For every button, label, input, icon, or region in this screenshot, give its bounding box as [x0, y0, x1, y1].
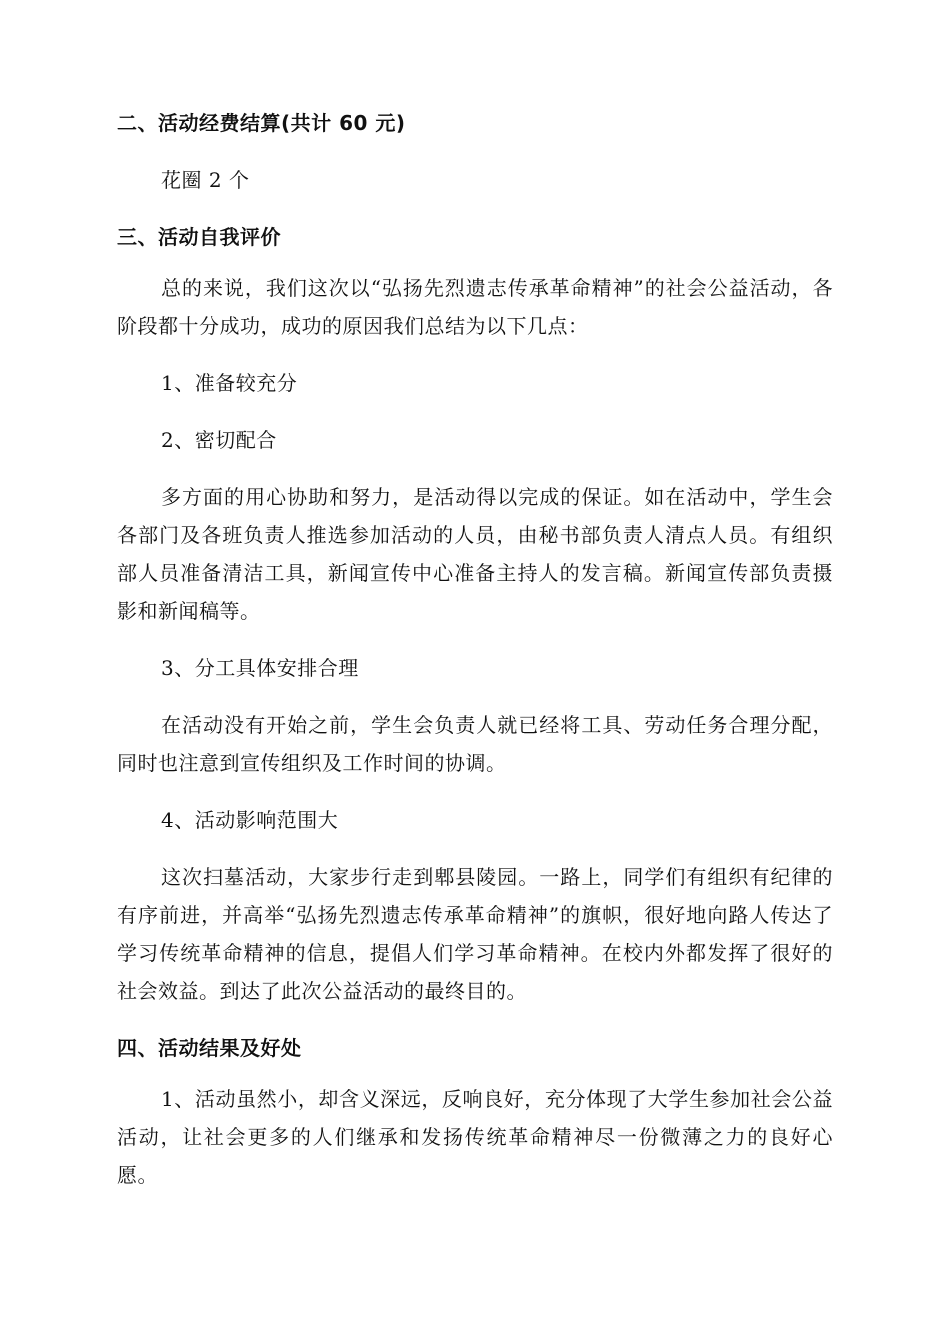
section-heading-results: 四、活动结果及好处: [117, 1036, 302, 1060]
point-4-body: 这次扫墓活动，大家步行走到郫县陵园。一路上，同学们有组织有纪律的有序前进，并高举“弘扬先烈遗志传承革命精神”的旗帜，很好地向路人传达了学习传统革命精神的信息，提倡人们学习革命精神。在校内外都发挥了很好的社会效益。到达了此次公益活动的最终目的。: [117, 865, 833, 1003]
point-4-title: 4、活动影响范围大: [161, 808, 339, 832]
point-3-title: 3、分工具体安排合理: [161, 656, 359, 680]
self-evaluation-intro: 总的来说，我们这次以“弘扬先烈遗志传承革命精神”的社会公益活动，各阶段都十分成功，成功的原因我们总结为以下几点：: [117, 276, 833, 338]
expense-item: 花圈 2 个: [161, 168, 250, 192]
section-heading-self-evaluation: 三、活动自我评价: [117, 225, 281, 249]
point-2-body: 多方面的用心协助和努力，是活动得以完成的保证。如在活动中，学生会各部门及各班负责人推选参加活动的人员，由秘书部负责人清点人员。有组织部人员准备清洁工具，新闻宣传中心准备主持人的发言稿。新闻宣传部负责摄影和新闻稿等。: [117, 485, 833, 623]
results-point-1: 1、活动虽然小，却含义深远，反响良好，充分体现了大学生参加社会公益活动，让社会更多的人们继承和发扬传统革命精神尽一份微薄之力的良好心愿。: [117, 1087, 833, 1187]
point-3-body: 在活动没有开始之前，学生会负责人就已经将工具、劳动任务合理分配，同时也注意到宣传组织及工作时间的协调。: [117, 713, 833, 775]
document-content: [117, 108, 833, 1194]
section-heading-expenses: 二、活动经费结算(共计 60 元): [117, 111, 406, 135]
point-1-title: 1、准备较充分: [161, 371, 298, 395]
point-2-title: 2、密切配合: [161, 428, 277, 452]
